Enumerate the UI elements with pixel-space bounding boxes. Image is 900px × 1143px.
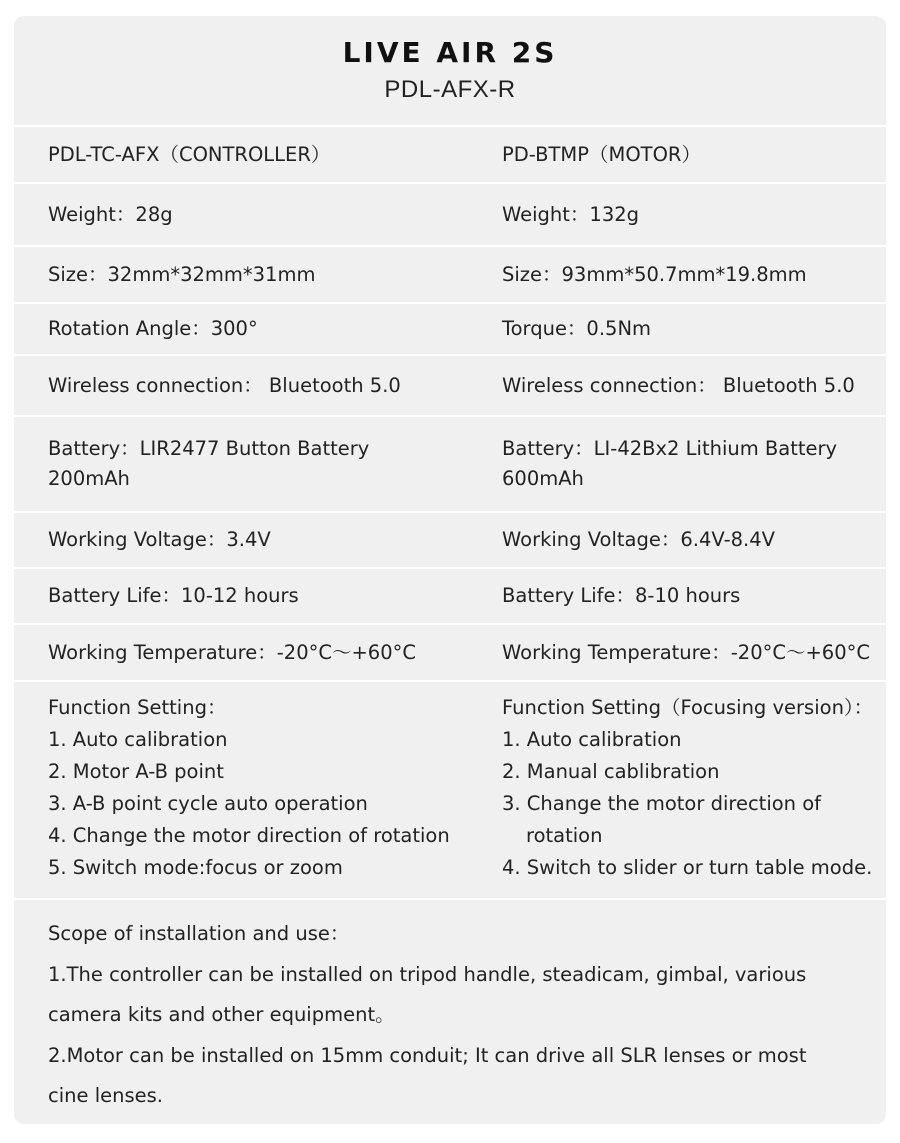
controller-function-title: Function Setting： [48,696,227,719]
list-item: 3. Change the motor direction of [502,792,822,815]
motor-weight: Weight：132g [502,202,640,226]
motor-battery-line-1: Battery：LI-42Bx2 Lithium Battery [502,437,838,460]
motor-battery-life: Battery Life：8-10 hours [502,584,741,607]
motor-temperature: Working Temperature：-20°C～+60°C [502,640,870,664]
scope-title: Scope of installation and use： [48,922,350,945]
list-item: 4. Change the motor direction of rotation [48,824,450,847]
product-brand-title: LIVE AIR 2S [342,36,558,69]
motor-wireless: Wireless connection： Bluetooth 5.0 [502,373,855,397]
spec-row-functions [14,682,886,900]
controller-column-header: PDL-TC-AFX（CONTROLLER） [48,142,331,166]
motor-function-title: Function Setting（Focusing version）： [502,696,874,719]
spec-card [14,16,886,1124]
spec-row-temperature [14,625,886,682]
controller-function-list [48,692,450,884]
spec-row-size [14,247,886,304]
list-item: rotation [526,824,603,847]
spec-row-battery [14,417,886,513]
controller-voltage: Working Voltage：3.4V [48,528,271,551]
spec-row-battery-life [14,569,886,625]
list-item: 1. Auto calibration [502,728,682,751]
list-item: 2. Manual cablibration [502,760,720,783]
list-item: 3. A-B point cycle auto operation [48,792,368,815]
controller-wireless: Wireless connection： Bluetooth 5.0 [48,373,401,397]
motor-column-header: PD-BTMP（MOTOR） [502,142,701,166]
motor-functions [469,682,886,898]
spec-row-wireless [14,356,886,417]
scope-line: cine lenses. [48,1084,163,1107]
controller-rotation-angle: Rotation Angle：300° [48,317,258,340]
scope-line: camera kits and other equipment。 [48,1003,395,1026]
controller-weight: Weight：28g [48,202,173,226]
column-header-row [14,127,886,184]
motor-size: Size：93mm*50.7mm*19.8mm [502,262,807,286]
spec-row-voltage [14,513,886,569]
controller-battery-line-1: Battery：LIR2477 Button Battery [48,437,370,460]
motor-battery [469,417,886,511]
list-item: 5. Switch mode:focus or zoom [48,856,343,879]
spec-row-rotation-torque [14,304,886,356]
list-item: 4. Switch to slider or turn table mode. [502,856,873,879]
product-model: PDL-AFX-R [384,76,516,103]
motor-function-list [502,692,873,884]
motor-voltage: Working Voltage：6.4V-8.4V [502,528,775,551]
motor-torque: Torque：0.5Nm [502,317,652,340]
scope-line: 2.Motor can be installed on 15mm conduit; It can drive all SLR lenses or most [48,1043,807,1067]
controller-temperature: Working Temperature：-20°C～+60°C [48,640,416,664]
spec-row-weight [14,184,886,247]
spec-header [14,16,886,127]
controller-size: Size：32mm*32mm*31mm [48,262,316,286]
scope-line: 1.The controller can be installed on tripod handle, steadicam, gimbal, various [48,962,807,986]
controller-battery-life: Battery Life：10-12 hours [48,584,299,607]
controller-battery [14,417,469,511]
installation-scope-section [14,900,886,1117]
controller-battery-line-2: 200mAh [48,467,130,490]
list-item: 2. Motor A-B point [48,760,224,783]
list-item: 1. Auto calibration [48,728,228,751]
motor-battery-line-2: 600mAh [502,467,584,490]
controller-functions [14,682,469,898]
